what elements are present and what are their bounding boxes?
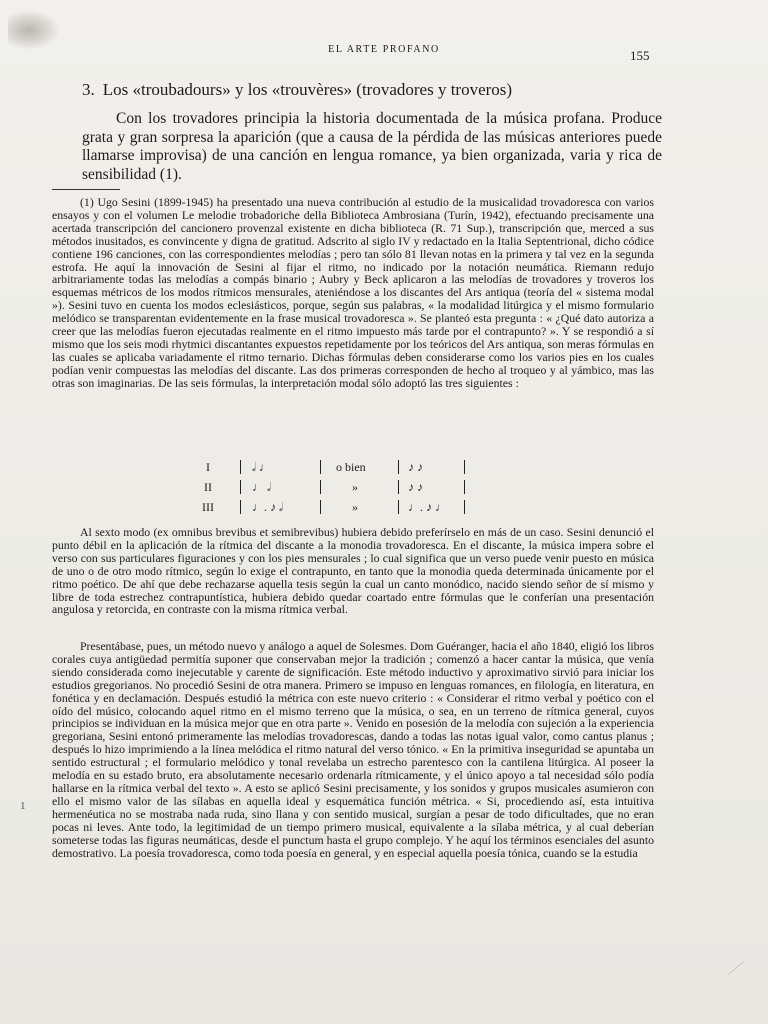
- barline: [240, 500, 241, 514]
- rhythm-pattern-a: ♩. ♪ 𝅗𝅥: [252, 500, 283, 514]
- rhythm-row: [198, 500, 668, 518]
- rhythm-pattern-a: ♩ 𝅗𝅥: [252, 480, 271, 494]
- footnote-paragraph-3: [52, 640, 654, 859]
- rhythm-row: [198, 460, 668, 478]
- barline: [320, 480, 321, 494]
- barline: [240, 460, 241, 474]
- rhythm-separator: o bien: [336, 460, 366, 474]
- barline: [320, 500, 321, 514]
- barline: [398, 500, 399, 514]
- barline: [464, 460, 465, 474]
- section-title-text: Los «troubadours» y los «trouvères» (trovadores y troveros): [102, 80, 513, 99]
- rhythm-row: [198, 480, 668, 498]
- section-number: 3.: [82, 80, 95, 99]
- barline: [398, 480, 399, 494]
- rhythm-pattern-b: ♩. ♪ ♩: [408, 500, 447, 514]
- footnote-text-2: Al sexto modo (ex omnibus brevibus et semibrevibus) hubiera debido preferírselo en más de un caso. Sesini denunció el punto débil en la aplicación de la rítmica del discante a la monodia trovadoresca. En el discante, la música impera sobre el verso con sus particulares figuraciones y con los pies mensurales ; lo cual significa que un verso puede venir puesto en música de uno o de otro modo rítmico, según lo exige el contrapunto, en tanto que la monodia queda determinada únicamente por el ritmo poético. De ahí que debe rechazarse aquella tesis según la cual un canto monódico, nacido siendo señor de sí mismo y libre de toda estrechez contrapuntística, hubiera debido quedar coartado entre fórmulas que le conferían una presentación angulosa y retorcida, en contraste con la misma rítmica verbal.: [52, 525, 654, 617]
- barline: [464, 500, 465, 514]
- margin-mark: 1: [20, 800, 26, 812]
- mode-numeral: I: [206, 460, 210, 474]
- rhythm-modes-table: [198, 460, 668, 518]
- rhythm-separator: »: [352, 500, 358, 514]
- rhythm-pattern-b: ♪ ♪: [408, 460, 423, 474]
- footnote-divider: [52, 189, 120, 190]
- page-number: 155: [630, 48, 650, 63]
- paper-fold: [727, 961, 759, 993]
- running-head: EL ARTE PROFANO: [328, 44, 440, 55]
- rhythm-pattern-a: 𝅗𝅥 ♩: [252, 460, 271, 474]
- barline: [240, 480, 241, 494]
- footnote-text-3: Presentábase, pues, un método nuevo y análogo a aquel de Solesmes. Dom Guéranger, hacia el año 1840, eligió los libros corales cuya antigüedad permitía suponer que conservaban mejor la tradición ; comenzó a hacer cantar la música, que venía siendo considerada como inejecutable y carente de significación. Este método inductivo y aproximativo sirvió para iniciar los estudios gregorianos. No procedió Sesini de otra manera. Primero se impuso en lenguas romances, en filología, en literatura, en fonética y en declamación. Después estudió la métrica con este nuevo criterio : « Considerar el ritmo verbal y poético con el oído del músico, colocando aquel ritmo en el mismo terreno que la música, o sea, en un terreno de rítmica general, cuyos principios se individuan en la música mejor que en otra parte ». Venido en posesión de la melodía con sujeción a la experiencia gregoriana, Sesini entonó primeramente las melodías trovadorescas, dando a todas las notas igual valor, como cantus planus ; después lo hizo imprimiendo a la línea melódica el ritmo natural del verso tónico. « En la primitiva inseguridad se apuntaba un sentido estructural ; el formulario melódico y tonal revelaba un estrecho parentesco con la cantilena litúrgica. Al poseer la melodía en su estado bruto, era absolutamente necesario ordenarla rítmicamente, y el único apoyo a tal necesidad sólo podía hallarse en la rítmica verbal del texto ». A esto se aplicó Sesini precisamente, y los sonidos y grupos musicales asumieron con ello el mismo valor de las sílabas en aquella ideal y esquemática función métrica. « Si, procediendo así, esta intuitiva hermenéutica no se mostraba nada ruda, sino llana y con sentido musical, surgían a pesar de todo dificultades, que no eran pocas ni leves. Ante todo, la legitimidad de un tiempo primero musical, equivalente a la sílaba métrica, y al cual deberían someterse todas las figuras neumáticas, desde el punctum hasta el grupo complejo. Y he aquí los términos esenciales del asunto demostrativo. La poesía trovadoresca, como toda poesía en general, y en especial aquella poesía tónica, cuando se la estudia: [52, 639, 654, 860]
- footnote-text-1: (1) Ugo Sesini (1899-1945) ha presentado una nueva contribución al estudio de la musicalidad trovadoresca con varios ensayos y con el volumen Le melodie trobadoriche della Biblioteca Ambrosiana (Turín, 1942), efectuando precisamente una acertada transcripción del cancionero provenzal existente en dicha biblioteca (R. 71 Sup.), transcripción que, merced a sus métodos inusitados, es convincente y digna de gratitud. Adscrito al siglo IV y redactado en la Italia Septentrional, dicho códice contiene 196 canciones, con las correspondientes melodías ; pero tan sólo 81 llevan notas en la primera y tal vez en la segunda estrofa. He aquí la innovación de Sesini al fijar el ritmo, no indicado por la notación neumática. Riemann redujo arbitrariamente todas las melodías a compás binario ; Aubry y Beck aplicaron a las melodías de trovadores y troveros los esquemas métricos de los modos rítmicos mensurales, ateniéndose a los discantes del Ars antiqua (teoría del « sistema modal »). Sesini tuvo en cuenta los modos eclesiásticos, porque, según sus palabras, « la modalidad litúrgica y el mismo formulario melódico se transparentan evidentemente en la frase musical trovadoresca ». Se planteó esta pregunta : « ¿Qué dato autoriza a creer que las melodías fueron ejecutadas realmente en el ritmo impuesto más tarde por el contrapunto? ». Y se respondió a sí mismo que los seis modi rhytmici discantantes expuestos repetidamente por los teóricos del Ars antiqua, son meras fórmulas en las cuales se aplicaba variadamente el ritmo ternario. Dichas fórmulas deben considerarse como los varios pies en los cuales podían venir compuestas las melodías del discante. Las dos primeras corresponden de hecho al troqueo y al yámbico, mas las otras son imaginarias. De las seis fórmulas, la interpretación modal sólo adoptó las tres siguientes :: [52, 195, 654, 390]
- rhythm-separator: »: [352, 480, 358, 494]
- rhythm-pattern-b: ♪ ♪: [408, 480, 423, 494]
- barline: [398, 460, 399, 474]
- footnote-paragraph-1: [52, 196, 654, 390]
- footnote-paragraph-2: [52, 526, 654, 616]
- mode-numeral: II: [204, 480, 212, 494]
- intro-paragraph: Con los trovadores principia la historia documentada de la música profana. Produce grata y gran sorpresa la aparición (que a causa de la pérdida de las músicas anteriores puede llamarse improvisa) de una canción en lengua romance, ya bien organizada, varia y rica de sensibilidad (1).: [82, 110, 662, 183]
- barline: [464, 480, 465, 494]
- barline: [320, 460, 321, 474]
- mode-numeral: III: [202, 500, 214, 514]
- section-title: [82, 80, 722, 100]
